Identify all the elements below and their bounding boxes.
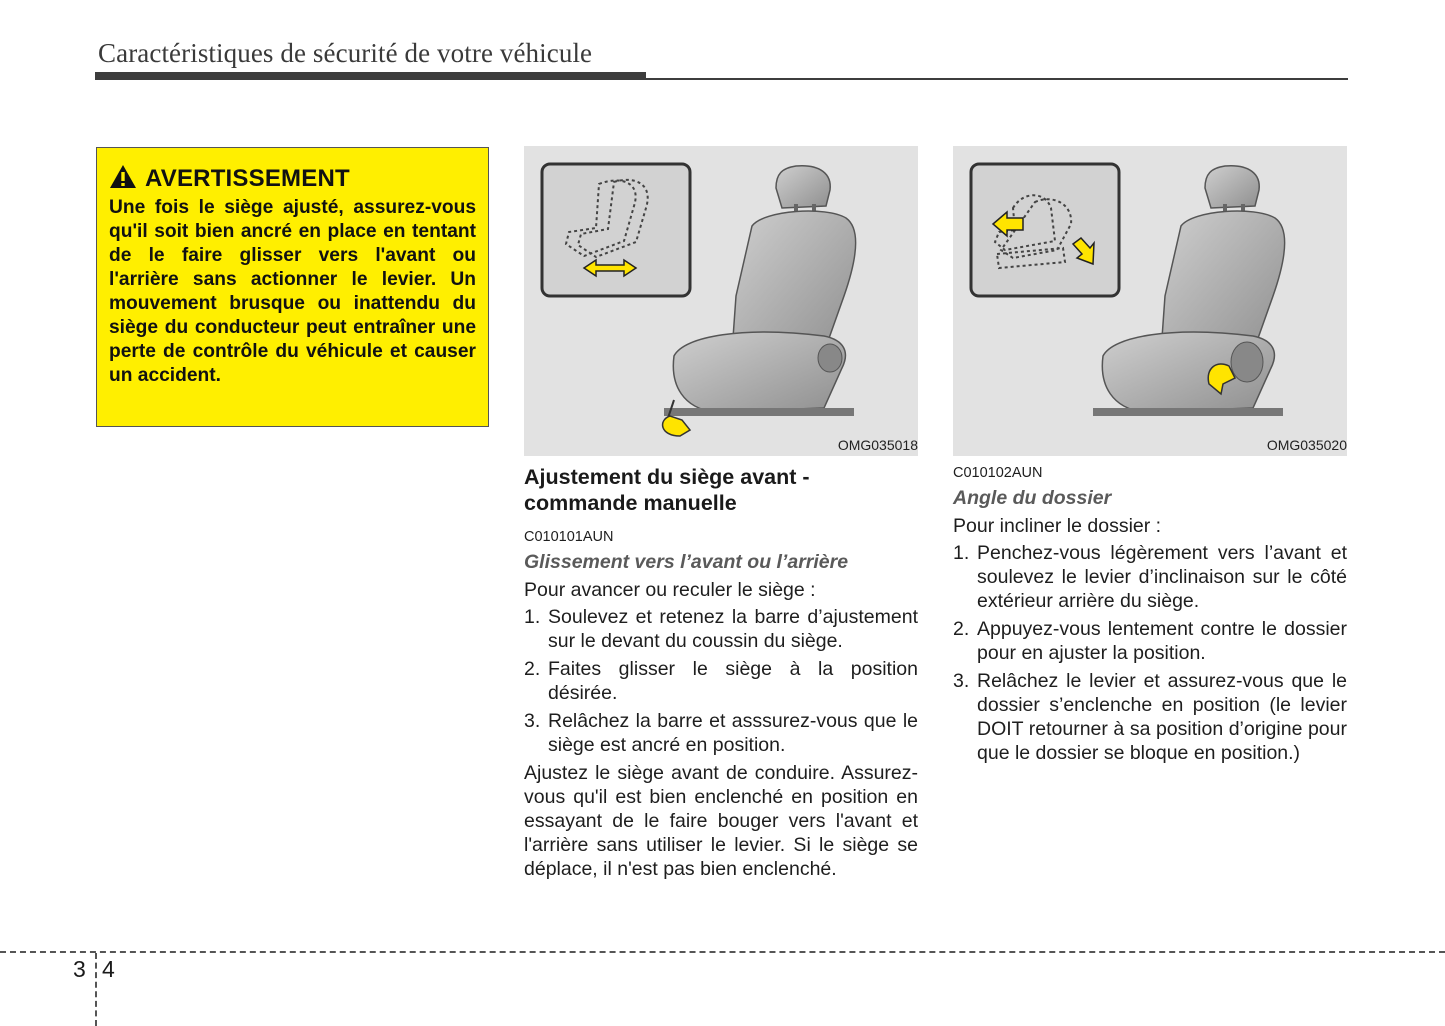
step-item <box>953 669 1347 765</box>
reference-code: C010101AUN <box>524 529 614 545</box>
seat-slide-section <box>524 464 918 881</box>
footer-rule <box>0 951 1445 953</box>
step-text: Faites glisser le siège à la position désirée. <box>548 658 918 704</box>
subsection-title: Glissement vers l’avant ou l’arrière <box>524 551 849 573</box>
steps-list <box>524 605 918 757</box>
step-item <box>524 605 918 653</box>
figure-code: OMG035018 <box>837 437 918 453</box>
chapter-number: 3 <box>73 956 86 982</box>
intro-text: Pour incliner le dossier : <box>953 515 1162 537</box>
subsection-title: Angle du dossier <box>953 487 1112 509</box>
warning-heading <box>109 164 476 194</box>
figure-code: OMG035020 <box>1266 437 1347 453</box>
steps-list <box>953 541 1347 765</box>
warning-triangle-icon <box>109 164 137 194</box>
intro-text: Pour avancer ou reculer le siège : <box>524 579 816 601</box>
seatback-recline-illustration <box>953 146 1347 456</box>
step-text: Appuyez-vous lentement contre le dossier pour en ajuster la position. <box>977 618 1347 664</box>
step-number: 3. <box>524 710 541 732</box>
warning-title: AVERTISSEMENT <box>145 165 350 192</box>
page-number: 4 <box>102 956 115 982</box>
step-number: 1. <box>524 606 541 628</box>
step-number: 3. <box>953 670 970 692</box>
step-number: 1. <box>953 542 970 564</box>
seatback-angle-section <box>953 464 1347 769</box>
header-rule-thin <box>95 78 1348 80</box>
reference-code: C010102AUN <box>953 465 1043 481</box>
step-item <box>953 617 1347 665</box>
body-paragraph: Ajustez le siège avant de conduire. Assurez-vous qu'il est bien enclenché en position en essayant de le faire bouger vers l'avant et l'arrière sans utiliser le levier. Si le siège se déplace, il n'est pas bien enclenché. <box>524 762 918 880</box>
warning-text: Une fois le siège ajusté, assurez-vous qu'il soit bien ancré en place en tentant de le faire glisser vers l'avant ou l'arrière sans actionner le levier. Un mouvement brusque ou inattendu du siège du conducteur peut entraîner une perte de contrôle du véhicule et causer un accident. <box>109 197 476 386</box>
step-item <box>953 541 1347 613</box>
step-text: Relâchez la barre et asssurez-vous que le siège est ancré en position. <box>548 710 918 756</box>
step-item <box>524 709 918 757</box>
step-text: Penchez-vous légèrement vers l’avant et soulevez le levier d’inclinaison sur le côté extérieur arrière du siège. <box>977 542 1347 612</box>
section-title: Ajustement du siège avant - commande manuelle <box>524 465 810 515</box>
warning-box <box>96 147 489 427</box>
page-header-title: Caractéristiques de sécurité de votre véhicule <box>98 38 593 68</box>
seat-slide-illustration <box>524 146 918 456</box>
step-item <box>524 657 918 705</box>
footer-divider <box>95 953 97 1026</box>
step-number: 2. <box>524 658 541 680</box>
step-number: 2. <box>953 618 970 640</box>
step-text: Relâchez le levier et assurez-vous que le dossier s’enclenche en position (le levier DOIT retourner à sa position d’origine pour que le dossier se bloque en position.) <box>977 670 1347 764</box>
step-text: Soulevez et retenez la barre d’ajustement sur le devant du coussin du siège. <box>548 606 918 652</box>
